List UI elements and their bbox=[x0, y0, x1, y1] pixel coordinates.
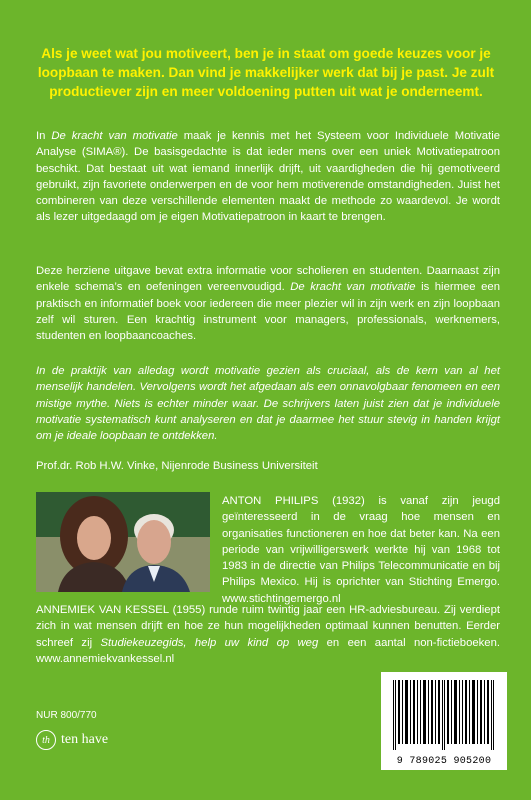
book-title: De kracht van motivatie bbox=[51, 130, 178, 142]
isbn-barcode bbox=[381, 672, 507, 770]
nur-code: NUR 800/770 bbox=[36, 710, 97, 721]
publisher-logo-icon: th bbox=[36, 730, 56, 750]
publisher-name: ten have bbox=[61, 732, 109, 747]
book-title: Studiekeuzegids, help uw kind op weg bbox=[100, 636, 319, 649]
author-bio-philips: ANTON PHILIPS (1932) is vanaf zijn jeugd geïnteresseerd in de vraag hoe mensen en organisaties functioneren en hoe dat beter kan. Na een periode van vrijwilligerswerk werkte hij van 1968 tot 1983 in de directie van Philips Telecommunicatie en bij Philips Mexico. Hij is oprichter van Stichting Emergo. www.stichtingemergo.nl bbox=[222, 495, 500, 605]
author-bio-van-kessel bbox=[36, 602, 500, 667]
description-paragraph-1 bbox=[36, 128, 500, 226]
book-title: De kracht van motivatie bbox=[290, 281, 416, 294]
author-photo bbox=[36, 492, 210, 592]
text-span: maak je kennis met het Systeem voor Individuele Motivatie Analyse (SIMA®). De basisgedachte is dat ieder mens over een uniek Motivatiepatroon beschikt. Dat bestaat uit wat iemand innerlijk drijft, uit vaardigheden die hij gemotiveerd gebruikt, zijn favoriete onderwerpen en de voor hem motiverende omstandigheden. Juist het combineren van deze verschillende elementen maakt de methode zo waardevol. Je wordt als lezer uitgedaagd om je eigen Motivatiepatroon in kaart te brengen. bbox=[36, 130, 500, 224]
text-span: Deze herziene uitgave bevat extra informatie voor scholieren en studenten. Daarnaast zijn enkele schema’s en oefeningen vereenvoudigd. bbox=[36, 265, 500, 294]
text-span: In bbox=[36, 130, 52, 142]
text-span: ANNEMIEK VAN KESSEL (1955) runde ruim twintig jaar een HR-adviesbureau. Zij verdiept zich in wat mensen drijft en hoe ze hun mogelijkheden optimaal kunnen benutten. Eerder schreef zij bbox=[36, 604, 500, 649]
publisher-logo bbox=[36, 730, 108, 750]
description-paragraph-2 bbox=[36, 263, 500, 344]
text-span: en een aantal non-fictieboeken. www.annemiekvankessel.nl bbox=[36, 636, 501, 665]
author-photo-image bbox=[36, 492, 210, 592]
tagline: Als je weet wat jou motiveert, ben je in staat om goede keuzes voor je loopbaan te maken. Dan vind je makkelijker werk dat bij je past. Je zult productiever zijn en meer voldoening putten uit wat je onderneemt. bbox=[37, 46, 495, 99]
endorsement-quote: In de praktijk van alledag wordt motivatie gezien als cruciaal, als de kern van al het menselijk handelen. Vervolgens wordt het afgedaan als een onnavolgbaar fenomeen en een mistige mythe. Niets is echter minder waar. De schrijvers laten juist zien dat je individuele motivatie systematisch kunt analyseren en dat je daarmee het stuur stevig in handen krijgt om je ideale loopbaan te ontdekken. bbox=[36, 365, 500, 443]
text-span: is hiermee een praktisch en informatief boek voor iedereen die meer plezier wil in zijn werk en zijn loopbaan zelf wil sturen. Een krachtig instrument voor managers, professionals, werknemers, studenten en loopbaancoaches. bbox=[36, 281, 500, 343]
endorsement-author: Prof.dr. Rob H.W. Vinke, Nijenrode Business Universiteit bbox=[36, 460, 318, 472]
barcode-digits: 9 789025 905200 bbox=[396, 756, 492, 767]
barcode-bars bbox=[391, 680, 497, 750]
